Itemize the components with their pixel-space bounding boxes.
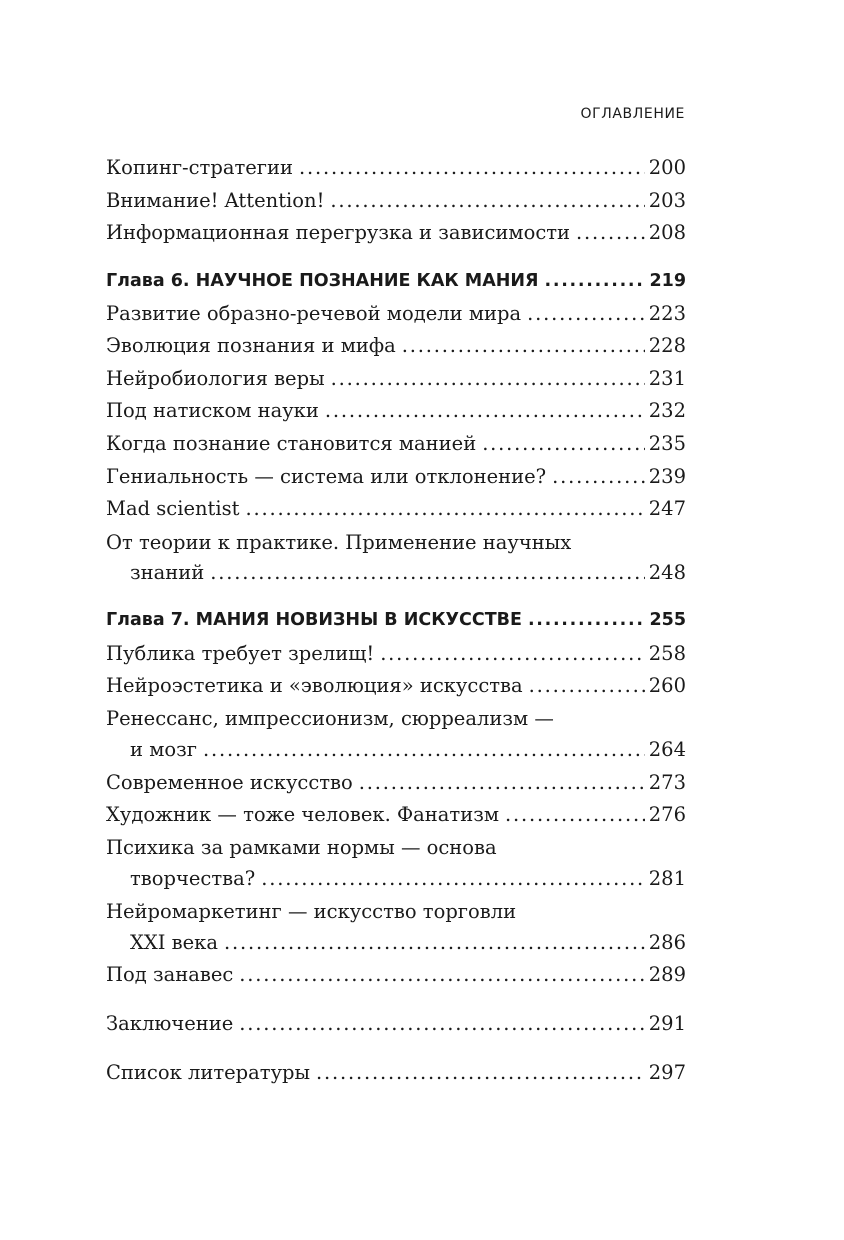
toc-entry[interactable]	[106, 673, 686, 699]
toc-entry-title: Публика требует зрелищ!	[106, 642, 375, 665]
toc-entry-page: 200	[648, 156, 686, 179]
toc-entry-page: 264	[648, 738, 686, 761]
toc-entry[interactable]	[106, 220, 686, 246]
toc-entry-title: Эволюция познания и мифа	[106, 334, 396, 357]
toc-entry-title: Гениальность — система или отклонение?	[106, 465, 547, 488]
dot-leader	[331, 366, 645, 392]
toc-entry-bibliography[interactable]	[106, 1060, 686, 1086]
toc-entry[interactable]	[106, 641, 686, 667]
dot-leader	[316, 1060, 645, 1086]
toc-entry[interactable]	[106, 366, 686, 392]
toc-entry-page: 239	[648, 465, 686, 488]
toc-entry-page: 203	[648, 189, 686, 212]
dot-leader	[505, 802, 645, 828]
dot-leader	[210, 560, 645, 586]
toc-entry-page: 260	[648, 674, 686, 697]
dot-leader	[545, 268, 646, 294]
toc-entry-page: 232	[648, 399, 686, 422]
toc-entry[interactable]	[106, 866, 686, 892]
toc-entry-title: Развитие образно-речевой модели мира	[106, 302, 522, 325]
toc-entry-title: знаний	[130, 561, 205, 584]
toc-entry-title: Mad scientist	[106, 497, 240, 520]
toc-entry-title: Под натиском науки	[106, 399, 319, 422]
toc-entry-title: творчества?	[130, 867, 256, 890]
toc-entry-title: Нейроэстетика и «эволюция» искусства	[106, 674, 523, 697]
toc-entry-page: 231	[648, 367, 686, 390]
toc-entry[interactable]	[106, 737, 686, 763]
toc-entry[interactable]	[106, 464, 686, 490]
toc-entry-title-line1[interactable]: Ренессанс, импрессионизм, сюрреализм —	[106, 707, 554, 730]
dot-leader	[245, 496, 644, 522]
dot-leader	[203, 737, 645, 763]
dot-leader	[529, 673, 645, 699]
dot-leader	[576, 220, 645, 246]
dot-leader	[325, 398, 645, 424]
toc-entry-title: Когда познание становится манией	[106, 432, 477, 455]
dot-leader	[330, 188, 644, 214]
toc-entry[interactable]	[106, 398, 686, 424]
dot-leader	[239, 962, 644, 988]
toc-entry-title: Современное искусство	[106, 771, 353, 794]
toc-entry-title: и мозг	[130, 738, 197, 761]
toc-entry-title: Под занавес	[106, 963, 234, 986]
toc-entry[interactable]	[106, 431, 686, 457]
toc-entry-title: XXI века	[130, 931, 218, 954]
toc-entry-title: Копинг-стратегии	[106, 156, 293, 179]
toc-entry-page: 223	[648, 302, 686, 325]
toc-chapter-title: Глава 7. МАНИЯ НОВИЗНЫ В ИСКУССТВЕ	[106, 610, 522, 630]
dot-leader	[239, 1011, 644, 1037]
toc-entry-page: 291	[648, 1012, 686, 1035]
toc-entry[interactable]	[106, 802, 686, 828]
dot-leader	[402, 333, 645, 359]
toc-entry-page: 281	[648, 867, 686, 890]
toc-entry[interactable]	[106, 770, 686, 796]
toc-chapter-page: 219	[649, 271, 686, 291]
toc-chapter-page: 255	[649, 610, 686, 630]
toc-entry-title: Информационная перегрузка и зависимости	[106, 221, 571, 244]
toc-entry-page: 228	[648, 334, 686, 357]
toc-entry-title: Художник — тоже человек. Фанатизм	[106, 803, 500, 826]
dot-leader	[380, 641, 645, 667]
toc-entry-page: 276	[648, 803, 686, 826]
running-header: ОГЛАВЛЕНИЕ	[580, 106, 685, 122]
dot-leader	[261, 866, 645, 892]
toc-entry[interactable]	[106, 301, 686, 327]
toc-entry-page: 289	[648, 963, 686, 986]
toc-entry-page: 286	[648, 931, 686, 954]
toc-chapter-title: Глава 6. НАУЧНОЕ ПОЗНАНИЕ КАК МАНИЯ	[106, 271, 539, 291]
toc-entry[interactable]	[106, 496, 686, 522]
toc-entry-conclusion[interactable]	[106, 1011, 686, 1037]
toc-entry-page: 248	[648, 561, 686, 584]
toc-entry[interactable]	[106, 560, 686, 586]
toc-entry[interactable]	[106, 930, 686, 956]
toc-entry-title: Внимание! Attention!	[106, 189, 325, 212]
toc-entry-page: 258	[648, 642, 686, 665]
toc-chapter-6[interactable]	[106, 268, 686, 294]
toc-chapter-7[interactable]	[106, 607, 686, 633]
dot-leader	[482, 431, 645, 457]
toc-entry[interactable]	[106, 188, 686, 214]
toc-entry-page: 297	[648, 1061, 686, 1084]
toc-entry-title: Заключение	[106, 1012, 234, 1035]
toc-entry-page: 208	[648, 221, 686, 244]
toc-entry-title-line1[interactable]: Нейромаркетинг — искусство торговли	[106, 900, 517, 923]
dot-leader	[299, 155, 645, 181]
dot-leader	[224, 930, 645, 956]
toc-entry-title-line1[interactable]: От теории к практике. Применение научных	[106, 531, 572, 554]
toc-entry-title-line1[interactable]: Психика за рамками нормы — основа	[106, 836, 497, 859]
toc-entry-page: 235	[648, 432, 686, 455]
dot-leader	[528, 607, 646, 633]
dot-leader	[359, 770, 645, 796]
toc-entry-page: 273	[648, 771, 686, 794]
toc-entry-title: Нейробиология веры	[106, 367, 325, 390]
toc-entry-page: 247	[648, 497, 686, 520]
toc-entry[interactable]	[106, 155, 686, 181]
dot-leader	[527, 301, 645, 327]
toc-entry[interactable]	[106, 333, 686, 359]
toc-entry-title: Список литературы	[106, 1061, 311, 1084]
toc-entry[interactable]	[106, 962, 686, 988]
dot-leader	[552, 464, 645, 490]
